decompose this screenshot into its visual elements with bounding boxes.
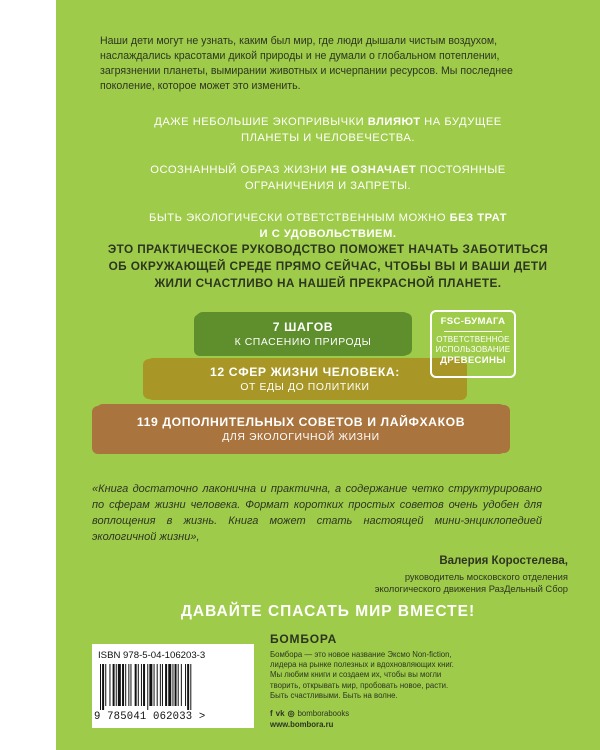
band-steps-subtitle: К СПАСЕНИЮ ПРИРОДЫ bbox=[234, 336, 372, 348]
barcode-icon bbox=[100, 664, 246, 710]
fsc-badge-line1: ОТВЕТСТВЕННОЕ bbox=[436, 335, 510, 344]
callout bbox=[56, 241, 600, 292]
statement-3-line2-bold: С УДОВОЛЬСТВИЕМ. bbox=[271, 228, 397, 240]
band-tips-subtitle: ДЛЯ ЭКОЛОГИЧНОЙ ЖИЗНИ bbox=[222, 431, 380, 443]
publisher-website: www.bombora.ru bbox=[270, 720, 334, 730]
publisher-desc-line: Мы любим книги и создаем их, чтобы вы могли bbox=[270, 670, 442, 680]
intro-paragraph: Наши дети могут не узнать, каким был мир, где люди дышали чистым воздухом, наслаждались красотами дикой природы и не думали о глобальном потеплении, загрязнении планеты, вымирании животных и исчерпании ресурсов. Мы последнее поколение, которое может это изменить. bbox=[100, 35, 513, 92]
statement-3-pre: БЫТЬ ЭКОЛОГИЧЕСКИ ОТВЕТСТВЕННЫМ МОЖНО bbox=[149, 212, 450, 224]
statement-2-line2: ОГРАНИЧЕНИЯ И ЗАПРЕТЫ. bbox=[244, 180, 412, 192]
statement-3-line2-pre: И bbox=[259, 228, 272, 240]
quote-role-line2: экологического движения РазДельный Сбор bbox=[374, 583, 568, 594]
social-row bbox=[270, 709, 500, 718]
statement-3-bold: БЕЗ ТРАТ bbox=[449, 212, 507, 224]
statement-3 bbox=[56, 210, 600, 242]
reader-quote: «Книга достаточно лаконична и практична, а содержание четко структурировано по сферам жизни человека. Формат коротких простых советов очень удобен для воплощения в жизнь. Книга может стать настоящей мини-энциклопедией экологичной жизни», bbox=[92, 483, 542, 543]
callout-line-2: ОБ ОКРУЖАЮЩЕЙ СРЕДЕ ПРЯМО СЕЙЧАС, ЧТОБЫ ВЫ И ВАШИ ДЕТИ bbox=[108, 259, 548, 273]
publisher-logo: БОМБОРА bbox=[270, 632, 338, 646]
slogan: ДАВАЙТЕ СПАСАТЬ МИР ВМЕСТЕ! bbox=[180, 603, 476, 620]
statement-1-post: НА БУДУЩЕЕ bbox=[420, 116, 502, 128]
fsc-badge-bottom: ДРЕВЕСИНЫ bbox=[440, 355, 506, 366]
fsc-badge-line2: ИСПОЛЬЗОВАНИЕ bbox=[435, 344, 511, 354]
band-tips bbox=[96, 404, 506, 454]
band-steps-title: 7 ШАГОВ bbox=[272, 319, 334, 334]
statement-2 bbox=[56, 162, 600, 194]
fsc-badge bbox=[430, 310, 516, 378]
statement-2-bold: НЕ ОЗНАЧАЕТ bbox=[330, 164, 417, 176]
statement-1-line2: ПЛАНЕТЫ И ЧЕЛОВЕЧЕСТВА. bbox=[241, 132, 415, 144]
callout-line-1: ЭТО ПРАКТИЧЕСКОЕ РУКОВОДСТВО ПОМОЖЕТ НАЧАТЬ ЗАБОТИТЬСЯ bbox=[107, 242, 549, 256]
publisher-desc-line: лидера на рынке полезных и вдохновляющих книг. bbox=[270, 660, 454, 670]
publisher-desc-line: Быть счастливыми. Быть на волне. bbox=[270, 690, 398, 700]
vk-icon: vk bbox=[275, 709, 285, 719]
instagram-icon: ◎ bbox=[287, 709, 295, 719]
barcode-box bbox=[92, 644, 254, 728]
statement-1 bbox=[56, 114, 600, 146]
statement-1-bold: ВЛИЯЮТ bbox=[367, 116, 421, 128]
publisher-desc-line: творить, открывать мир, пробовать новое, расти. bbox=[270, 680, 449, 690]
social-handle: bomborabooks bbox=[297, 709, 350, 719]
facebook-icon: f bbox=[270, 709, 273, 719]
publisher-desc-line: Бомбора — это новое название Эксмо Non-fiction, bbox=[270, 650, 452, 659]
isbn-number: ISBN 978-5-04-106203-3 bbox=[98, 650, 206, 661]
statement-2-post: ПОСТОЯННЫЕ bbox=[416, 164, 506, 176]
quote-author: Валерия Коростелева, bbox=[439, 555, 568, 567]
publisher-block bbox=[270, 632, 500, 729]
band-spheres-title: 12 СФЕР ЖИЗНИ ЧЕЛОВЕКА: bbox=[210, 364, 400, 379]
callout-line-3: ЖИЛИ СЧАСТЛИВО НА НАШЕЙ ПРЕКРАСНОЙ ПЛАНЕТЕ. bbox=[154, 276, 502, 290]
quote-author-role bbox=[375, 571, 568, 595]
band-spheres bbox=[146, 358, 464, 400]
back-cover bbox=[56, 0, 600, 750]
statement-1-pre: ДАЖЕ НЕБОЛЬШИЕ ЭКОПРИВЫЧКИ bbox=[154, 116, 368, 128]
band-steps bbox=[196, 312, 410, 356]
fsc-badge-divider bbox=[444, 331, 502, 332]
band-spheres-subtitle: ОТ ЕДЫ ДО ПОЛИТИКИ bbox=[240, 381, 370, 393]
quote-role-line1: руководитель московского отделения bbox=[404, 571, 568, 582]
fsc-badge-title: FSC-БУМАГА bbox=[440, 316, 506, 327]
statement-2-pre: ОСОЗНАННЫЙ ОБРАЗ ЖИЗНИ bbox=[150, 164, 331, 176]
band-tips-title: 119 ДОПОЛНИТЕЛЬНЫХ СОВЕТОВ И ЛАЙФХАКОВ bbox=[136, 414, 466, 429]
barcode-digits: 9 785041 062033 > bbox=[94, 711, 206, 723]
publisher-description bbox=[270, 650, 500, 701]
